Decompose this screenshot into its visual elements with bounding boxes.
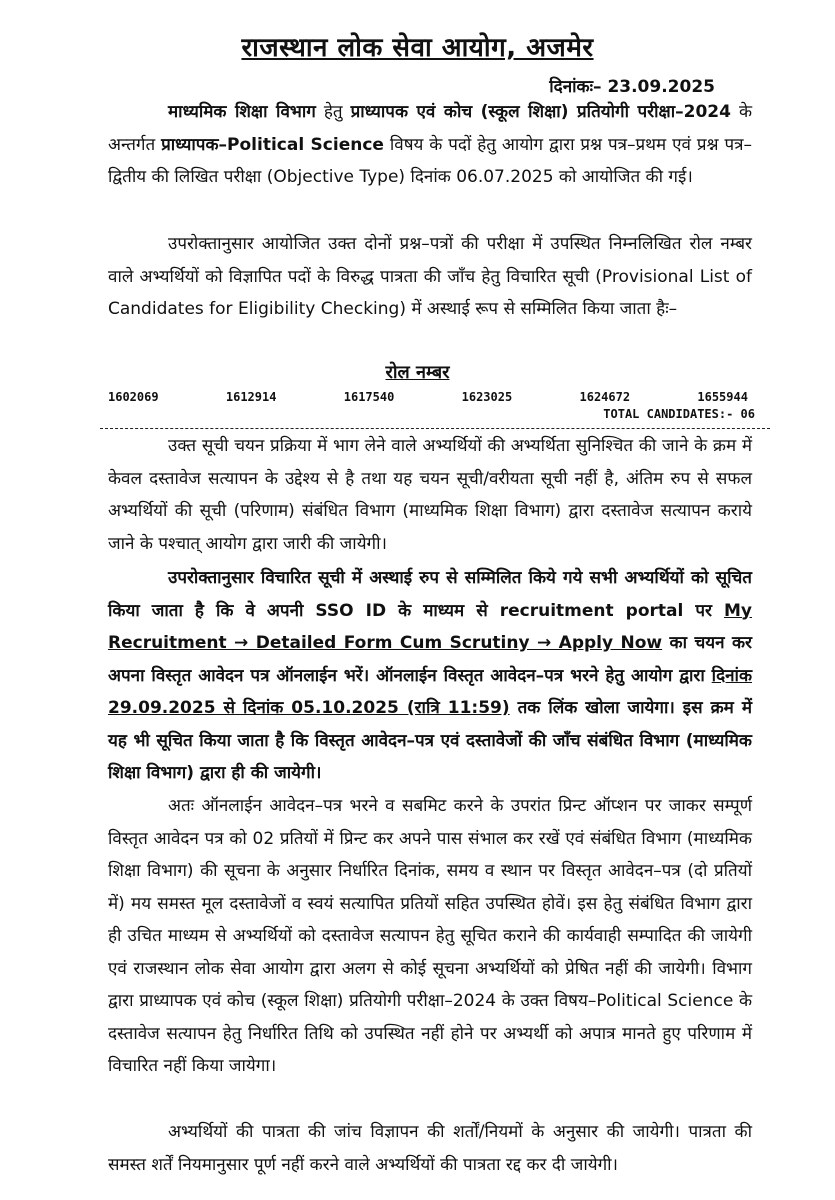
dashed-divider bbox=[100, 428, 770, 429]
paragraph-document-verification: अतः ऑनलाईन आवेदन–पत्र भरने व सबमिट करने के उपरांत प्रिन्ट ऑप्शन पर जाकर सम्पूर्ण विस्तृत आवेदन पत्र को 02 प्रतियों में प्रिन्ट कर अपने पास संभाल कर रखें एवं संबंधित विभाग (माध्यमिक शिक्षा विभाग) की सूचना के अनुसार निर्धारित दिनांक, समय व स्थान पर विस्तृत आवेदन–पत्र (दो प्रतियों में) मय समस्त मूल दस्तावेजों व स्वयं सत्यापित प्रतियों सहित उपस्थित होवें। इस हेतु संबंधित विभाग द्वारा ही उचित माध्यम से अभ्यर्थियों को दस्तावेज सत्यापन हेतु सूचित कराने की कार्यवाही सम्पादित की जायेगी एवं राजस्थान लोक सेवा आयोग द्वारा अलग से कोई सूचना अभ्यर्थियों को प्रेषित नहीं की जायेगी। विभाग द्वारा प्राध्यापक एवं कोच (स्कूल शिक्षा) प्रतियोगी परीक्षा–2024 के उक्त विषय–Political Science के दस्तावेज सत्यापन हेतु निर्धारित तिथि को उपस्थित नहीं होने पर अभ्यर्थी को अपात्र मानते हुए परिणाम में विचारित नहीं किया जायेगा। bbox=[108, 796, 752, 1076]
total-candidates: TOTAL CANDIDATES:- 06 bbox=[603, 407, 755, 421]
roll-number: 1612914 bbox=[225, 390, 277, 404]
page-title: राजस्थान लोक सेवा आयोग, अजमेर bbox=[241, 33, 594, 63]
paragraph-provisional-list: उपरोक्तानुसार आयोजित उक्त दोनों प्रश्न–पत्रों की परीक्षा में उपस्थित निम्नलिखित रोल नम्बर वाले अभ्यर्थियों को विज्ञापित पदों के विरुद्ध पात्रता की जाँच हेतु विचारित सूची (Provisional List of Candidates for Eligibility Checking) में अस्थाई रूप से सम्मिलित किया जाता हैः– bbox=[108, 234, 752, 319]
roll-number: 1602069 bbox=[108, 390, 159, 404]
subject-name: प्राध्यापक–Political Science bbox=[161, 134, 384, 155]
notice-date: दिनांकः– 23.09.2025 bbox=[549, 77, 715, 97]
application-window: दिनांक 29.09.2025 से दिनांक 05.10.2025 (रात्रि 11:59) bbox=[108, 665, 752, 718]
roll-number: 1624672 bbox=[579, 390, 631, 404]
exam-name: प्राध्यापक एवं कोच (स्कूल शिक्षा) प्रतियोगी परीक्षा–2024 bbox=[350, 102, 731, 122]
portal-path: My Recruitment → Detailed Form Cum Scrutiny → Apply Now bbox=[108, 600, 752, 653]
paragraph-eligibility-conditions: अभ्यर्थियों की पात्रता की जांच विज्ञापन की शर्तों/नियमों के अनुसार की जायेगी। पात्रता की समस्त शर्तें नियमानुसार पूर्ण नहीं करने वाले अभ्यर्थियों की पात्रता रद्द कर दी जायेगी। bbox=[108, 1122, 752, 1175]
paragraph-list-purpose: उक्त सूची चयन प्रक्रिया में भाग लेने वाले अभ्यर्थियों की अभ्यर्थिता सुनिश्चित की जाने के क्रम में केवल दस्तावेज सत्यापन के उद्देश्य से है तथा यह चयन सूची/वरीयता सूची नहीं है, अंतिम रुप से सफल अभ्यर्थियों की सूची (परिणाम) संबंधित विभाग (माध्यमिक शिक्षा विभाग) द्वारा दस्तावेज सत्यापन कराये जाने के पश्चात् आयोग द्वारा जारी की जायेगी। bbox=[108, 436, 752, 554]
roll-number-list bbox=[108, 390, 748, 404]
roll-number: 1617540 bbox=[343, 390, 395, 404]
roll-number-heading: रोल नम्बर bbox=[385, 362, 450, 383]
paragraph-exam-intro: माध्यमिक शिक्षा विभाग हेतु प्राध्यापक एवं कोच (स्कूल शिक्षा) प्रतियोगी परीक्षा–2024 के अन्तर्गत प्राध्यापक–Political Science विषय के पदों हेतु आयोग द्वारा प्रश्न पत्र–प्रथम एवं प्रश्न पत्र–द्वितीय की लिखित परीक्षा (Objective Type) दिनांक 06.07.2025 को आयोजित की गई। bbox=[108, 102, 752, 187]
roll-number: 1655944 bbox=[697, 390, 748, 404]
paragraph-online-application: उपरोक्तानुसार विचारित सूची में अस्थाई रुप से सम्मिलित किये गये सभी अभ्यर्थियों को सूचित किया जाता है कि वे अपनी SSO ID के माध्यम से recruitment portal पर My Recruitment → Detailed Form Cum Scrutiny → Apply Now का चयन कर अपना विस्तृत आवेदन पत्र ऑनलाईन भरें। ऑनलाईन विस्तृत आवेदन–पत्र भरने हेतु आयोग द्वारा दिनांक 29.09.2025 से दिनांक 05.10.2025 (रात्रि 11:59) तक लिंक खोला जायेगा। इस क्रम में यह भी सूचित किया जाता है कि विस्तृत आवेदन–पत्र एवं दस्तावेजों की जाँच संबंधित विभाग (माध्यमिक शिक्षा विभाग) द्वारा ही की जायेगी। bbox=[108, 568, 752, 783]
roll-number: 1623025 bbox=[461, 390, 513, 404]
department-name: माध्यमिक शिक्षा विभाग bbox=[168, 102, 316, 122]
